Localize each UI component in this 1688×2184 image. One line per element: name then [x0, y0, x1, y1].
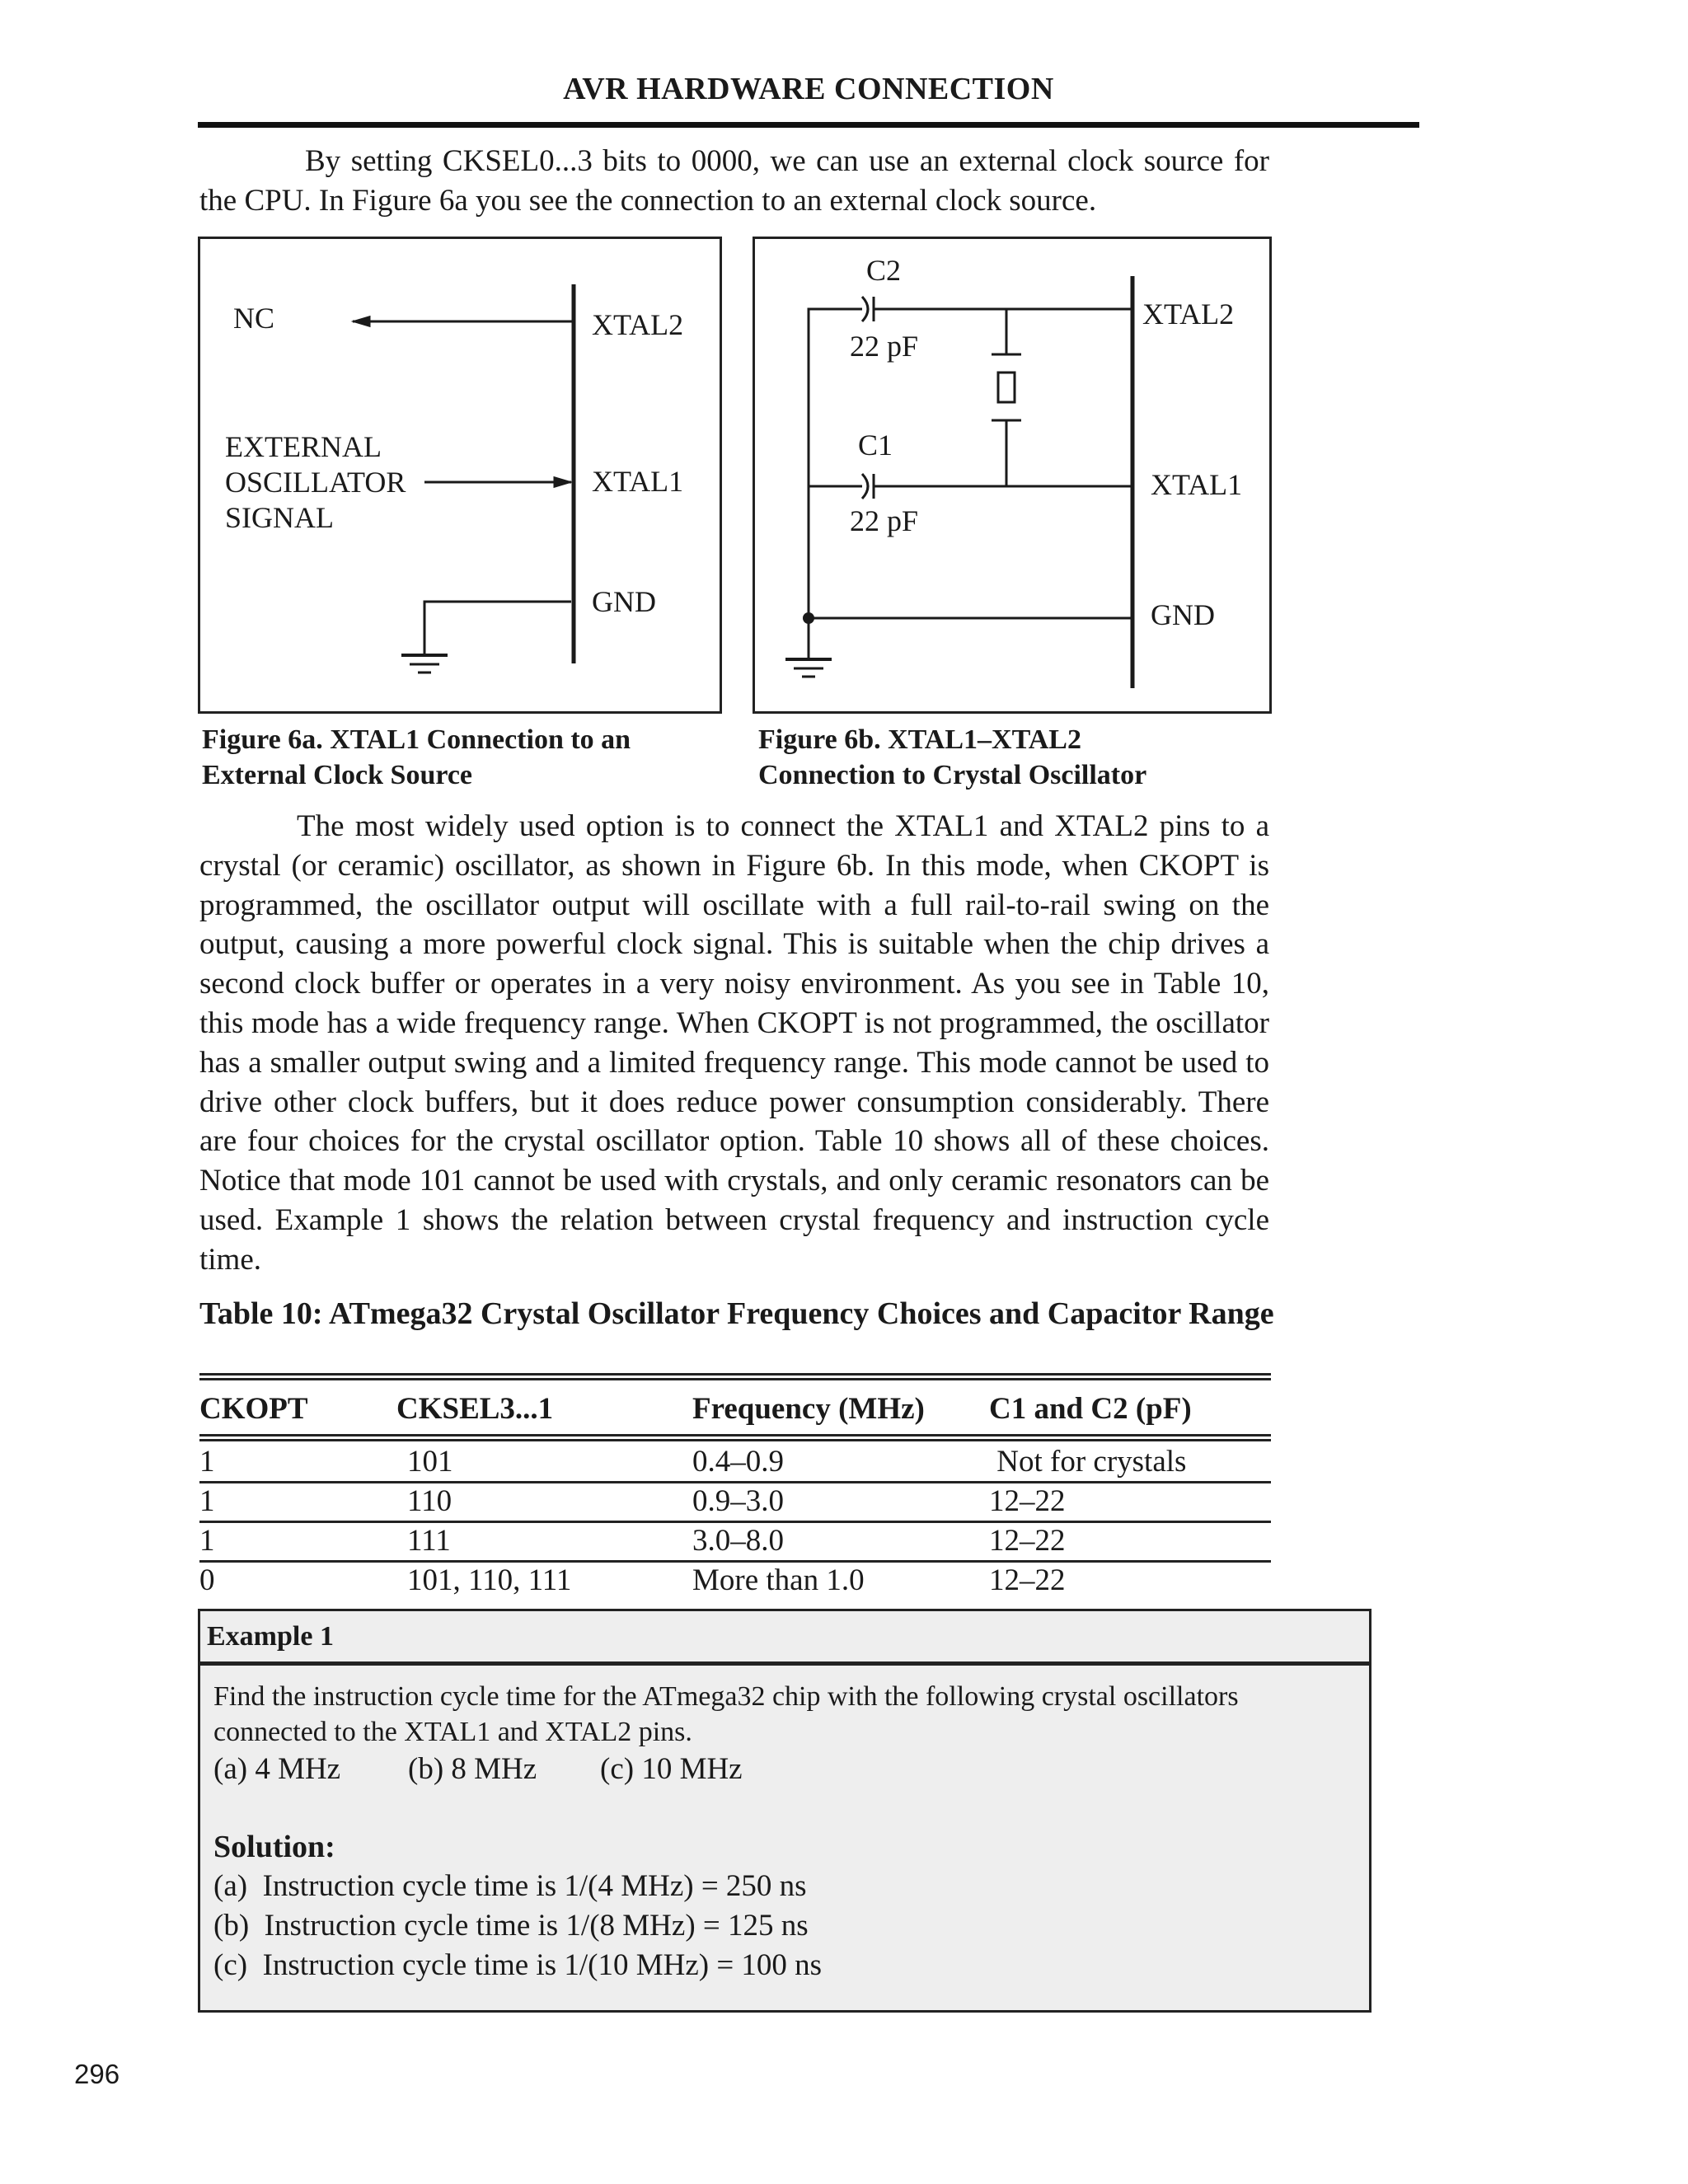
example-box — [198, 1609, 1372, 2013]
table-header-frequency: Frequency (MHz) — [692, 1392, 925, 1426]
ground-symbol-icon — [401, 655, 448, 673]
table-cell: 0.4–0.9 — [692, 1445, 784, 1479]
figure-6b-diagram — [755, 239, 1274, 716]
figure-6b-box — [753, 237, 1272, 714]
body-text: The most widely used option is to connect the XTAL1 and XTAL2 pins to a crystal (or ceramic) oscillator, as shown in Figure 6b. In this mode, when CKOPT is programmed, the oscillator output will oscillate with a full rail-to-rail swing on the output, causing a more powerful clock signal. This is suitable when the chip drives a second clock buffer or operates in a very noisy environment. As you see in Table 10, this mode has a wide frequency range. When CKOPT is not programmed, the oscillator has a smaller output swing and a limited frequency range. This mode cannot be used to drive other clock buffers, but it does reduce power consumption considerably. There are four choices for the crystal oscillator option. Table 10 shows all of these choices. Notice that mode 101 cannot be used with crystals, and only ceramic resonators can be used. Example 1 shows the relation between crystal frequency and instruction cycle time. — [199, 809, 1269, 1277]
fig6b-xtal1-label: XTAL1 — [1151, 468, 1243, 501]
fig6a-signal-label: SIGNAL — [225, 501, 334, 534]
fig6b-caption-line2: Connection to Crystal Oscillator — [758, 760, 1147, 790]
table-cell: 0.9–3.0 — [692, 1484, 784, 1518]
fig6b-gnd-label: GND — [1151, 598, 1215, 631]
intro-paragraph — [199, 142, 1269, 221]
fig6b-c2-value: 22 pF — [850, 330, 919, 363]
table-header-rule — [199, 1434, 1271, 1436]
fig6a-caption-line1: Figure 6a. XTAL1 Connection to an — [202, 724, 631, 755]
fig6a-xtal1-label: XTAL1 — [592, 465, 684, 498]
table-cell: 1 — [199, 1524, 215, 1558]
table-top-rule-2 — [199, 1378, 1271, 1380]
table-cell: 110 — [407, 1484, 452, 1518]
page-header-title: AVR HARDWARE CONNECTION — [563, 72, 1054, 106]
table-cell: 12–22 — [989, 1524, 1066, 1558]
table-header-cksel: CKSEL3...1 — [396, 1392, 554, 1426]
table-title: Table 10: ATmega32 Crystal Oscillator Frequency Choices and Capacitor Range — [199, 1296, 1274, 1331]
solution-label: Solution: — [213, 1830, 335, 1864]
crystal-icon — [992, 354, 1021, 420]
table-cell: 111 — [407, 1524, 451, 1558]
table-top-rule — [199, 1373, 1271, 1376]
fig6a-caption-line2: External Clock Source — [202, 760, 473, 790]
fig6a-xtal2-label: XTAL2 — [592, 308, 684, 341]
table-header-rule-2 — [199, 1439, 1271, 1441]
fig6b-c1-label: C1 — [858, 429, 893, 462]
header-rule — [198, 122, 1419, 128]
example-title-rule — [200, 1661, 1369, 1666]
table-cell: 101 — [407, 1445, 453, 1479]
example-question-line2: connected to the XTAL1 and XTAL2 pins. — [213, 1717, 692, 1747]
ground-symbol-icon — [785, 659, 832, 677]
fig6a-gnd-label: GND — [592, 585, 656, 618]
solution-b: (b) Instruction cycle time is 1/(8 MHz) = 125 ns — [213, 1909, 809, 1943]
table-header-ckopt: CKOPT — [199, 1392, 308, 1426]
fig6a-oscillator-label: OSCILLATOR — [225, 466, 406, 499]
table-header-capacitor: C1 and C2 (pF) — [989, 1392, 1192, 1426]
fig6a-external-label: EXTERNAL — [225, 430, 382, 463]
intro-text: By setting CKSEL0...3 bits to 0000, we can use an external clock source for the CPU. In Figure 6a you see the connection to an external clock source. — [199, 144, 1269, 218]
table-cell: 12–22 — [989, 1563, 1066, 1597]
figure-6b-caption — [758, 722, 1269, 793]
example-title: Example 1 — [207, 1621, 334, 1652]
table-cell: More than 1.0 — [692, 1563, 865, 1597]
example-option-b: (b) 8 MHz — [408, 1752, 537, 1786]
example-question-line1: Find the instruction cycle time for the ATmega32 chip with the following crystal oscillators — [213, 1681, 1239, 1712]
gnd-wire — [424, 602, 571, 655]
fig6b-c1-value: 22 pF — [850, 504, 919, 537]
table-cell: 12–22 — [989, 1484, 1066, 1518]
fig6b-c2-label: C2 — [866, 254, 902, 287]
table-cell: 1 — [199, 1484, 215, 1518]
table-cell: Not for crystals — [989, 1445, 1187, 1479]
example-option-a: (a) 4 MHz — [213, 1752, 341, 1786]
figure-6a-diagram — [200, 239, 724, 716]
fig6b-caption-line1: Figure 6b. XTAL1–XTAL2 — [758, 724, 1081, 755]
table-cell: 101, 110, 111 — [407, 1563, 572, 1597]
page-number: 296 — [74, 2059, 120, 2089]
table-cell: 0 — [199, 1563, 215, 1597]
capacitor-c1-icon — [862, 474, 874, 499]
example-option-c: (c) 10 MHz — [600, 1752, 743, 1786]
fig6a-nc-label: NC — [233, 302, 275, 335]
solution-c: (c) Instruction cycle time is 1/(10 MHz) = 100 ns — [213, 1948, 823, 1982]
capacitor-c2-icon — [862, 297, 874, 321]
figure-6a-caption — [202, 722, 696, 793]
figure-6a-box — [198, 237, 722, 714]
table-cell: 1 — [199, 1445, 215, 1479]
table-cell: 3.0–8.0 — [692, 1524, 784, 1558]
solution-a: (a) Instruction cycle time is 1/(4 MHz) = 250 ns — [213, 1869, 807, 1903]
body-paragraph — [199, 807, 1269, 1280]
fig6b-xtal2-label: XTAL2 — [1142, 298, 1235, 330]
